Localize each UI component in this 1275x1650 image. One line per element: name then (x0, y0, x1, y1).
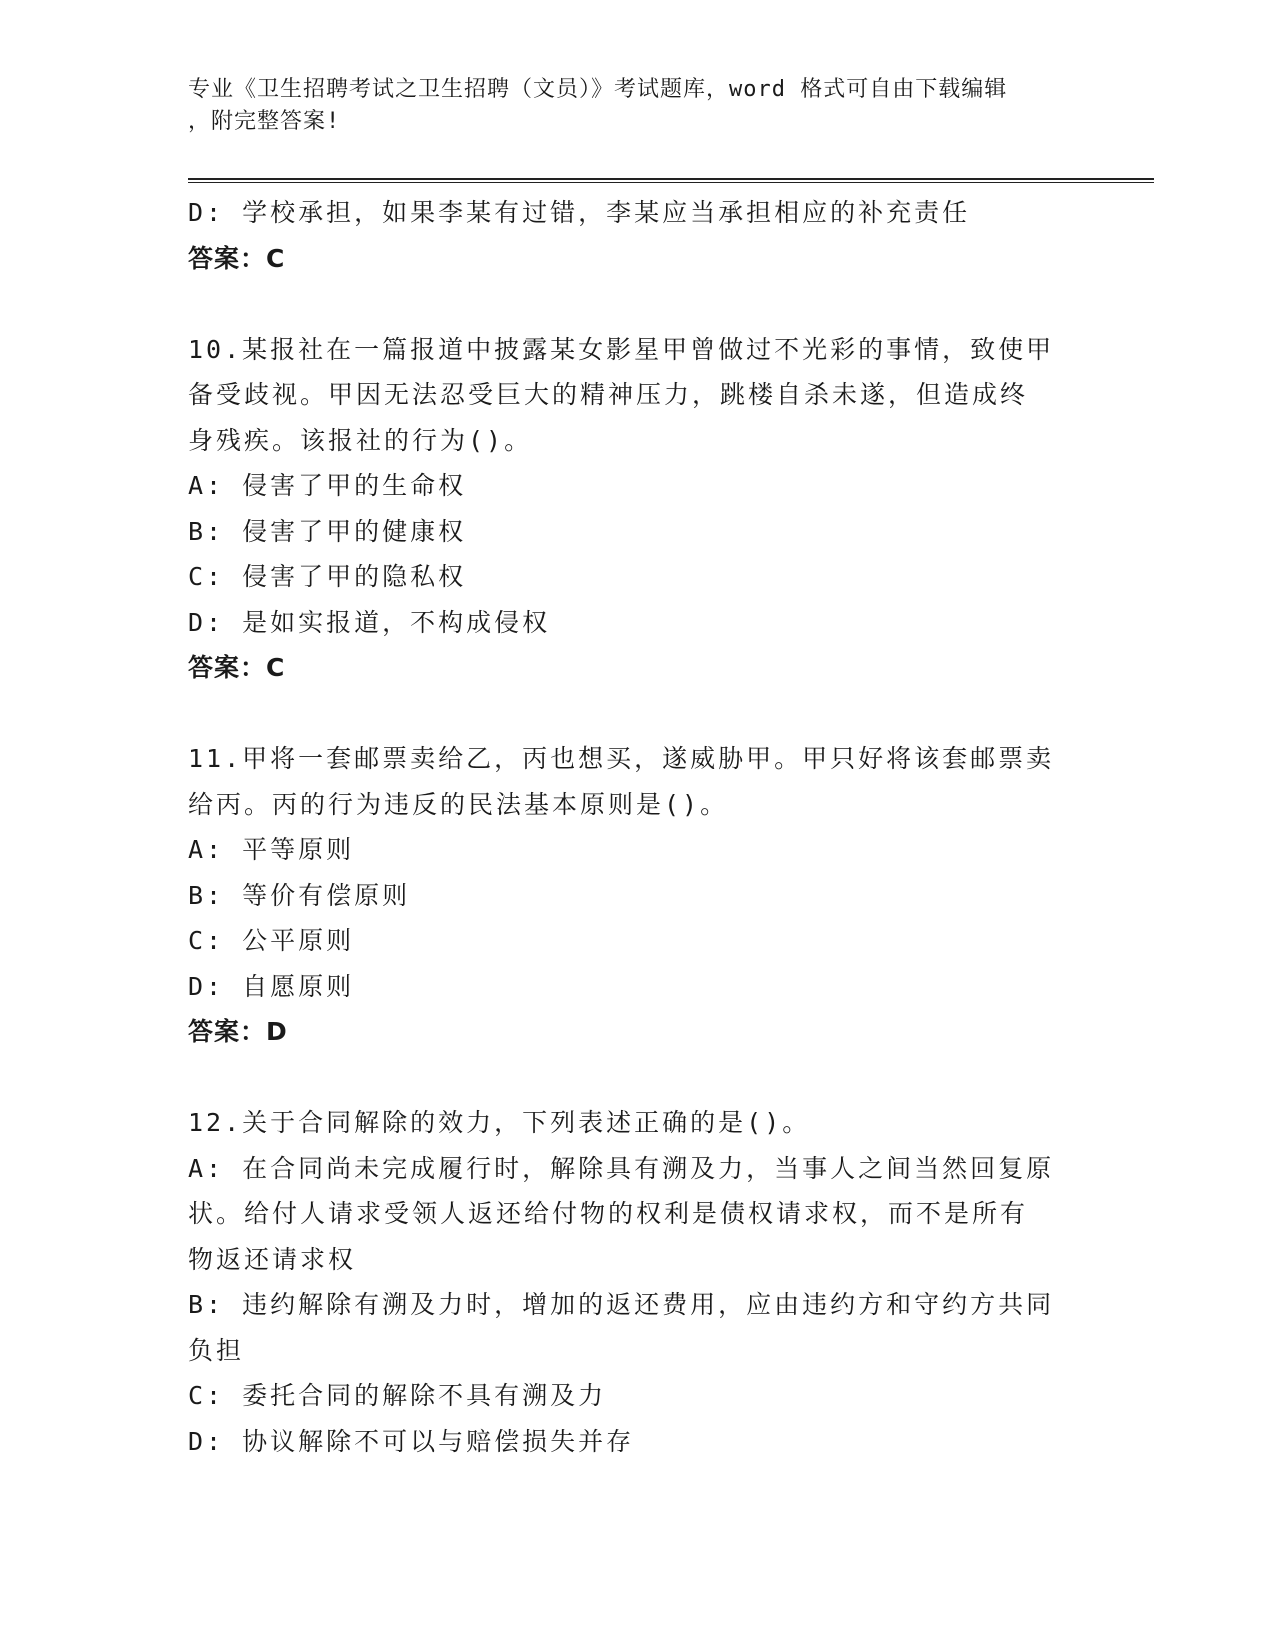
option-b: B: 侵害了甲的健康权 (188, 516, 467, 546)
question-stem-line: 备受歧视。甲因无法忍受巨大的精神压力，跳楼自杀未遂，但造成终 (188, 380, 1029, 409)
question-11 (188, 736, 1078, 1055)
option-c: C: 公平原则 (188, 926, 355, 955)
header-line-1: 专业《卫生招聘考试之卫生招聘（文员）》考试题库，word 格式可自由下载编辑 (188, 77, 1008, 102)
option-b: B: 等价有偿原则 (188, 880, 411, 910)
option-a: A: 侵害了甲的生命权 (188, 471, 467, 500)
header-line-2: ，附完整答案! (188, 109, 341, 134)
answer: 答案：D (188, 1017, 288, 1046)
option-b-line: 负担 (188, 1335, 245, 1365)
option-d: D: 是如实报道，不构成侵权 (188, 607, 551, 637)
question-stem-line: 10.某报社在一篇报道中披露某女影星甲曾做过不光彩的事情，致使甲 (188, 334, 1055, 364)
page-header (188, 74, 1068, 138)
option-c: C: 侵害了甲的隐私权 (188, 562, 467, 591)
spacer (188, 281, 1078, 327)
option-c: C: 委托合同的解除不具有溯及力 (188, 1381, 607, 1410)
question-12 (188, 1100, 1078, 1464)
option-b-line: B: 违约解除有溯及力时，增加的返还费用，应由违约方和守约方共同 (188, 1290, 1055, 1319)
option-a: A: 平等原则 (188, 835, 355, 864)
spacer (188, 1055, 1078, 1101)
option-a-line: 物返还请求权 (188, 1244, 357, 1274)
question-stem-line: 身残疾。该报社的行为()。 (188, 425, 533, 455)
option-a-line: A: 在合同尚未完成履行时，解除具有溯及力，当事人之间当然回复原 (188, 1153, 1055, 1183)
answer: 答案：C (188, 653, 286, 682)
prev-answer: 答案：C (188, 243, 286, 273)
question-body (188, 190, 1078, 1464)
question-stem-line: 12.关于合同解除的效力，下列表述正确的是()。 (188, 1108, 811, 1137)
question-10 (188, 327, 1078, 691)
option-d: D: 自愿原则 (188, 971, 355, 1001)
option-d: D: 协议解除不可以与赔偿损失并存 (188, 1426, 635, 1456)
question-stem-line: 给丙。丙的行为违反的民法基本原则是()。 (188, 789, 729, 819)
spacer (188, 691, 1078, 737)
header-divider (188, 178, 1154, 183)
prev-option-d: D: 学校承担，如果李某有过错，李某应当承担相应的补充责任 (188, 198, 971, 227)
question-stem-line: 11.甲将一套邮票卖给乙，丙也想买，遂威胁甲。甲只好将该套邮票卖 (188, 744, 1055, 773)
option-a-line: 状。给付人请求受领人返还给付物的权利是债权请求权，而不是所有 (188, 1199, 1029, 1228)
